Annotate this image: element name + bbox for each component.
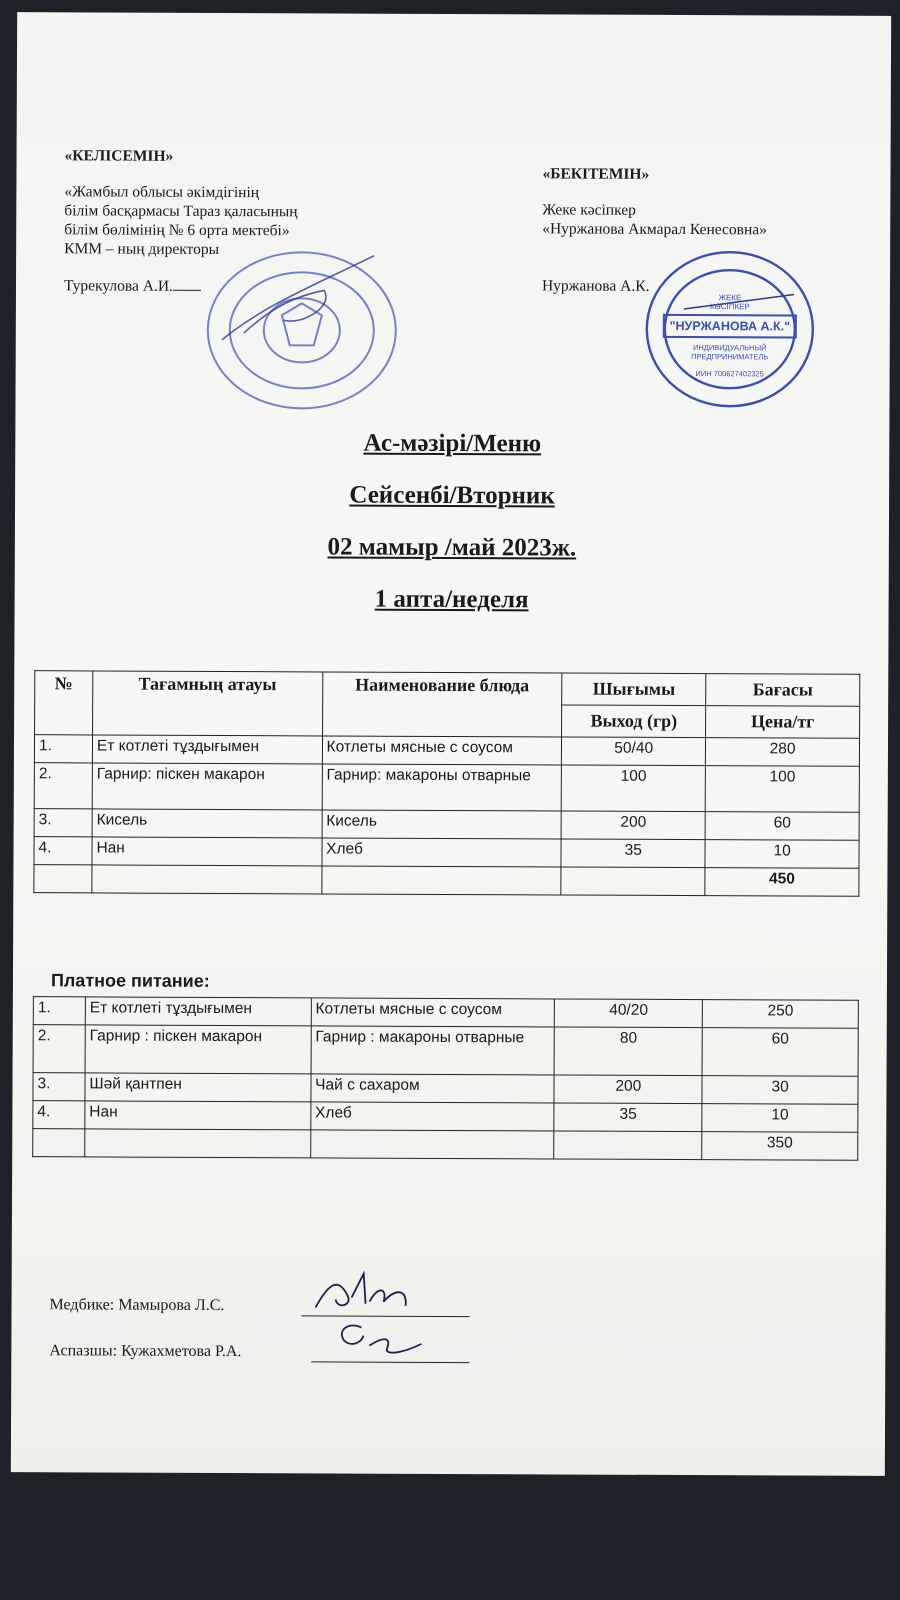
row-price: 10 — [705, 840, 859, 869]
table-row — [34, 837, 859, 869]
row-kz: Ет котлеті тұздығымен — [92, 735, 322, 764]
row-ru: Гарнир: макароны отварные — [322, 764, 562, 811]
approval-right-line: «Нуржанова Акмарал Кенесовна» — [542, 220, 767, 239]
total-price: 450 — [705, 868, 859, 897]
approval-right-line: Жеке кәсіпкер — [542, 201, 636, 219]
row-kz: Гарнир: піскен макарон — [92, 763, 322, 810]
approval-left-title: «КЕЛІСЕМІН» — [64, 147, 174, 165]
row-yield: 100 — [562, 765, 706, 812]
approval-left-line: білім бөлімінің № 6 орта мектебі» — [64, 221, 290, 240]
row-kz: Шәй қантпен — [85, 1073, 311, 1102]
cook-signature-label: Аспазшы: Кужахметова Р.А. — [49, 1342, 242, 1361]
row-num: 2. — [33, 1025, 85, 1073]
menu-title: Ас-мәзірі/Меню — [363, 429, 542, 458]
school-stamp-icon — [203, 245, 404, 416]
approval-left-signer: Турекулова А.И. — [63, 277, 173, 295]
table-row — [34, 735, 859, 767]
row-ru: Хлеб — [311, 1102, 555, 1131]
row-kz: Ет котлеті тұздығымен — [85, 997, 311, 1026]
row-price: 100 — [705, 766, 859, 813]
paid-section-title: Платное питание: — [50, 970, 210, 991]
total-price: 350 — [702, 1132, 858, 1161]
row-price: 30 — [702, 1076, 858, 1105]
stamp-inn: ИИН 700627402325 — [695, 369, 764, 379]
date-title: 02 мамыр /май 2023ж. — [327, 533, 577, 562]
row-num: 1. — [33, 997, 85, 1025]
row-price: 280 — [706, 738, 860, 767]
col-price-subheader: Цена/тг — [706, 706, 860, 739]
col-name-kz-header: Тағамның атауы — [92, 671, 322, 736]
table-row — [34, 763, 859, 813]
week-title: 1 апта/неделя — [374, 585, 529, 614]
table-row — [34, 809, 859, 841]
paid-menu-table — [32, 996, 859, 1161]
row-yield: 50/40 — [562, 737, 706, 766]
col-num-header: № — [35, 671, 93, 735]
approval-left-line: «Жамбыл облысы әкімдігінің — [64, 183, 260, 202]
row-num: 4. — [33, 1101, 85, 1129]
row-ru: Кисель — [322, 810, 562, 839]
row-yield: 200 — [554, 1075, 702, 1104]
col-yield-subheader: Выход (гр) — [562, 705, 706, 738]
entrepreneur-stamp — [643, 249, 816, 410]
row-num: 3. — [33, 1073, 85, 1101]
document-page — [11, 12, 891, 1476]
row-num: 3. — [34, 809, 92, 837]
row-price: 10 — [702, 1104, 858, 1133]
cook-signature-icon — [321, 1317, 431, 1361]
col-price-header: Бағасы — [706, 674, 860, 707]
table-row — [33, 1073, 858, 1105]
row-yield: 35 — [554, 1103, 702, 1132]
row-ru: Чай с сахаром — [311, 1074, 555, 1103]
row-num: 1. — [34, 735, 92, 763]
row-ru: Хлеб — [322, 838, 562, 867]
row-price: 250 — [702, 1000, 858, 1029]
table-row — [33, 1101, 858, 1133]
total-row — [34, 865, 859, 897]
row-yield: 80 — [554, 1027, 702, 1076]
nurse-signature-label: Медбике: Мамырова Л.С. — [49, 1296, 225, 1315]
row-yield: 200 — [561, 811, 705, 840]
approval-right-title: «БЕКІТЕМІН» — [542, 165, 650, 183]
row-kz: Гарнир : піскен макарон — [85, 1025, 311, 1074]
col-name-ru-header: Наименование блюда — [322, 672, 562, 737]
row-num: 4. — [34, 837, 92, 865]
row-ru: Котлеты мясные с соусом — [311, 998, 555, 1027]
row-kz: Кисель — [92, 809, 322, 838]
row-kz: Нан — [85, 1101, 311, 1130]
row-num: 2. — [34, 763, 92, 809]
stamp-sub4: ПРЕДПРИНИМАТЕЛЬ — [691, 352, 769, 362]
approval-right-signer: Нуржанова А.К. — [541, 277, 650, 295]
stamp-sub1: ЖЕКЕ — [718, 293, 742, 303]
row-ru: Котлеты мясные с соусом — [322, 736, 562, 765]
approval-left-line: білім басқармасы Тараз қаласының — [64, 202, 298, 221]
table-row — [33, 1025, 858, 1077]
row-kz: Нан — [92, 837, 322, 866]
stamp-center-name: "НУРЖАНОВА А.К." — [669, 318, 791, 334]
table-row — [33, 997, 858, 1029]
stamp-sub2: КӘСІПКЕР — [710, 302, 750, 312]
menu-table — [33, 670, 860, 897]
approval-left-line: КММ – ның директоры — [64, 240, 220, 258]
col-yield-header: Шығымы — [562, 673, 706, 706]
stamp-sub3: ИНДИВИДУАЛЬНЫЙ — [692, 343, 767, 353]
day-title: Сейсенбі/Вторник — [349, 481, 555, 510]
row-price: 60 — [702, 1028, 858, 1077]
row-price: 60 — [705, 812, 859, 841]
total-row — [33, 1129, 858, 1161]
nurse-signature-icon — [307, 1265, 417, 1319]
row-yield: 40/20 — [555, 999, 703, 1028]
row-yield: 35 — [561, 839, 705, 868]
row-ru: Гарнир : макароны отварные — [311, 1026, 555, 1075]
